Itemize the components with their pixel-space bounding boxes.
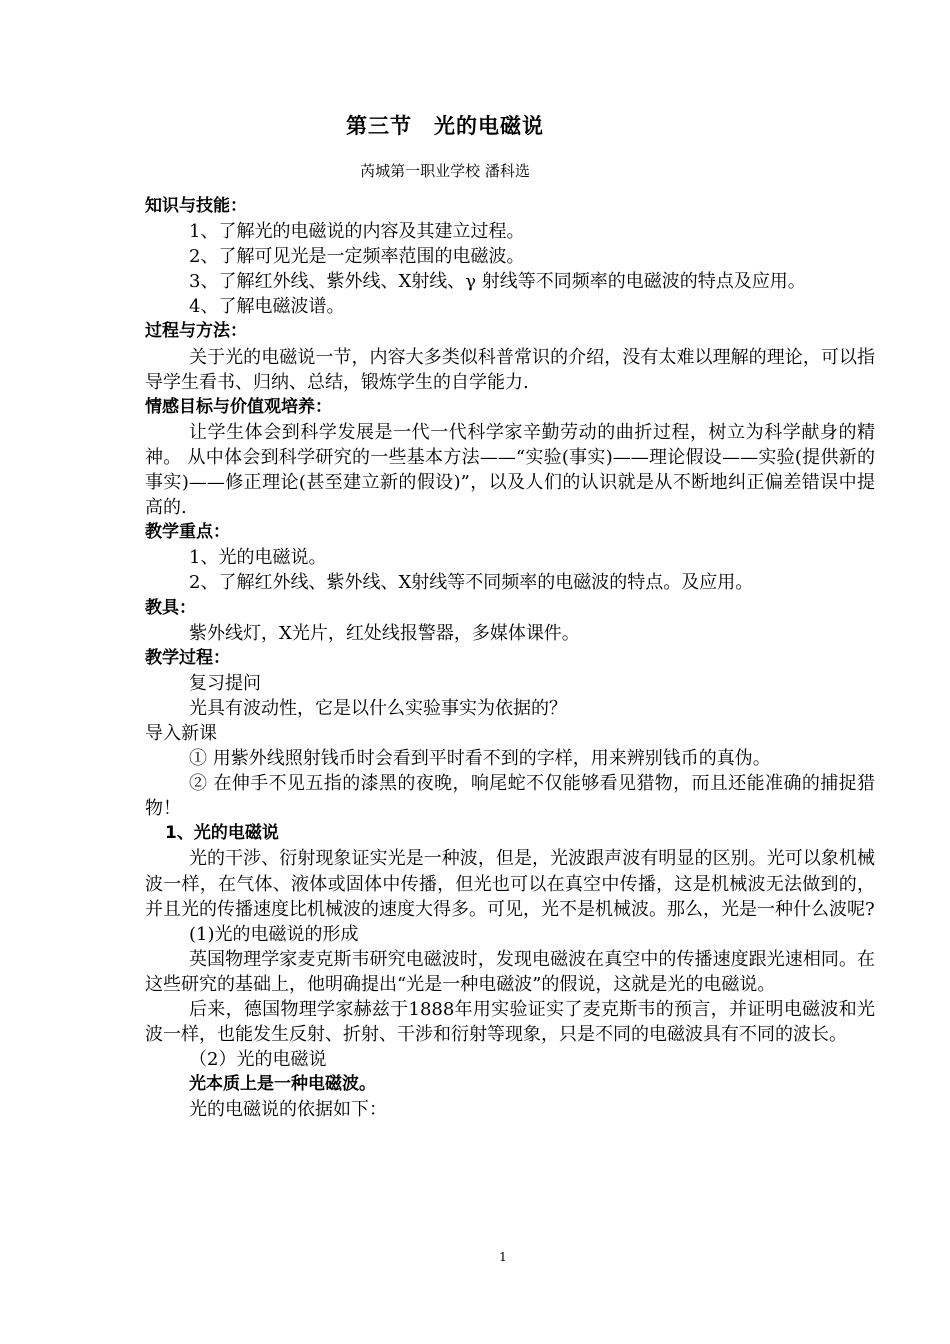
review-question: 光具有波动性，它是以什么实验事实为依据的？: [189, 697, 567, 719]
paragraph: 让学生体会到科学发展是一代一代科学家辛勤劳动的曲折过程，树立为科学献身的精神。 从中体会到科学研究的一些基本方法——“实验(事实)——理论假设——实验(提供新的事实)——修正理论(甚至建立新的假设)”，以及人们的认识就是从不断地纠正偏差错误中提高的.: [145, 421, 875, 519]
section-heading-knowledge: 知识与技能：: [145, 196, 247, 216]
subsection-label: （2）光的电磁说: [189, 1049, 327, 1071]
subsection-heading: 1、光的电磁说: [165, 823, 279, 844]
section-heading-process: 过程与方法：: [145, 321, 247, 342]
list-item: 3、了解红外线、紫外线、X射线、γ 射线等不同频率的电磁波的特点及应用。: [189, 271, 806, 293]
page-title: 第三节 光的电磁说: [346, 114, 544, 138]
section-heading-emotion: 情感目标与价值观培养：: [145, 396, 332, 417]
list-item: 4、了解电磁波谱。: [189, 296, 345, 318]
list-item: 1、光的电磁说。: [189, 547, 327, 569]
section-heading-tools: 教具：: [145, 597, 196, 618]
paragraph: 关于光的电磁说一节，内容大多类似科普常识的介绍，没有太难以理解的理论，可以指导学生看书、归纳、总结，锻炼学生的自学能力.: [145, 346, 875, 393]
list-item: 2、了解可见光是一定频率范围的电磁波。: [189, 246, 525, 268]
paragraph: 光的干涉、衍射现象证实光是一种波，但是，光波跟声波有明显的区别。光可以象机械波一样，在气体、液体或固体中传播，但光也可以在真空中传播，这是机械波无法做到的，并且光的传播速度比机械波的速度大得多。可见，光不是机械波。那么，光是一种什么波呢?: [145, 848, 875, 920]
key-statement: 光本质上是一种电磁波。: [189, 1074, 376, 1095]
intro-item: ② 在伸手不见五指的漆黑的夜晚，响尾蛇不仅能够看见猎物，而且还能准确的捕捉猎物！: [145, 773, 875, 820]
author-line: 芮城第一职业学校 潘科选: [360, 162, 530, 180]
paragraph: 后来，德国物理学家赫兹于1888年用实验证实了麦克斯韦的预言，并证明电磁波和光波一样，也能发生反射、折射、干涉和衍射等现象，只是不同的电磁波具有不同的波长。: [145, 999, 875, 1046]
list-item: 1、了解光的电磁说的内容及其建立过程。: [189, 221, 525, 243]
section-heading-procedure: 教学过程：: [145, 647, 230, 668]
list-item: 2、了解红外线、紫外线、X射线等不同频率的电磁波的特点。及应用。: [189, 572, 754, 594]
intro-item: ① 用紫外线照射钱币时会看到平时看不到的字样，用来辨别钱币的真伪。: [189, 748, 771, 770]
section-heading-focus: 教学重点：: [145, 522, 230, 543]
paragraph: 光的电磁说的依据如下：: [189, 1099, 387, 1121]
paragraph: 英国物理学家麦克斯韦研究电磁波时，发现电磁波在真空中的传播速度跟光速相同。在这些研究的基础上，他明确提出“光是一种电磁波”的假说，这就是光的电磁说。: [145, 948, 875, 995]
review-label: 复习提问: [189, 672, 261, 694]
intro-label: 导入新课: [145, 722, 217, 744]
document-body: [145, 194, 875, 1122]
subsection-label: (1)光的电磁说的形成: [189, 923, 359, 945]
page-number: 1: [499, 1250, 507, 1264]
paragraph: 紫外线灯，X光片，红处线报警器，多媒体课件。: [189, 622, 580, 644]
